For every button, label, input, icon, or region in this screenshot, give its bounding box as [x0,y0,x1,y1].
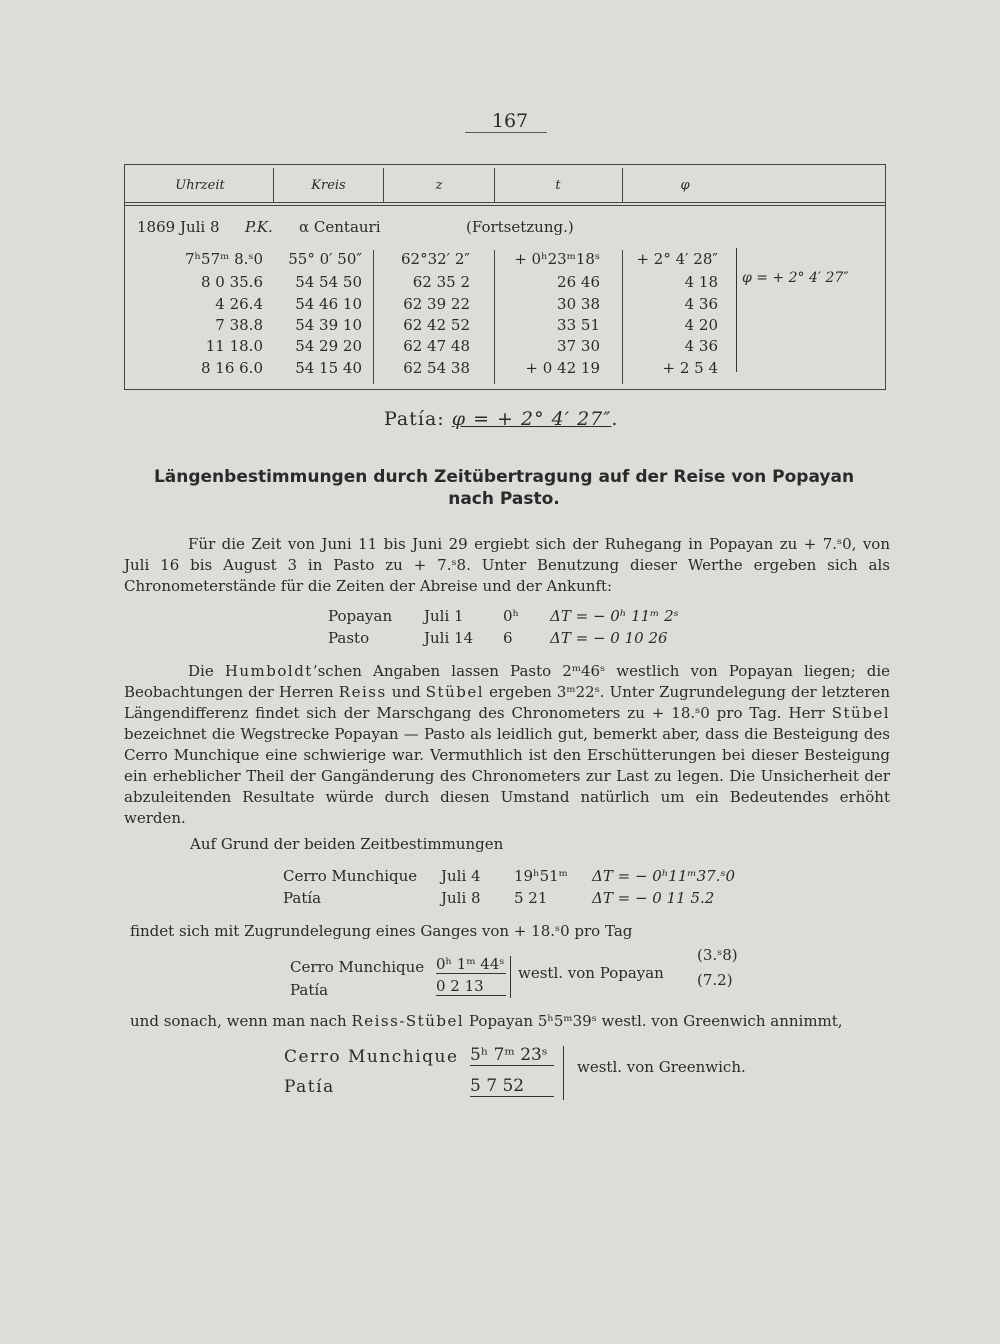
chrono2-value: ΔT = − 0ʰ11ᵐ37.ˢ0 [592,867,736,885]
text-run: bezeichnet die Wegstrecke Popayan — Pasto als leidlich gut, bemerkt aber, dass die Besteigung des Cerro Munchique eine schwierige war. Vermuthlich ist den Erschütterungen bei dieser Besteigung ein erheblicher Theil der Gangänderung des Chronometers zur Last zu legen. Die Unsicherheit der abzuleitenden Resultate würde durch diesen Umstand natürlich um ein Bedeutendes erhöht werden. [124,725,890,827]
diff1-brace [510,956,511,998]
table-header-z: z [435,178,443,193]
person-name: Humboldt [224,662,313,680]
section-heading: Längenbestimmungen durch Zeitübertragung auf der Reise von Popayan nach Pasto. [153,467,855,509]
final-label: westl. von Greenwich. [577,1058,746,1076]
chrono2-place: Patía [283,889,322,907]
chrono1-place: Popayan [328,607,393,625]
page-number-rule [465,132,547,133]
table-cell: 26 46 [557,273,600,291]
table-cell: 33 51 [557,316,600,334]
result-end: . [611,408,619,430]
table-cell: 54 46 10 [295,295,362,313]
diff1-label: westl. von Popayan [518,964,664,982]
table-cell: 54 29 20 [295,337,362,355]
chrono1-value: ΔT = − 0 10 26 [550,629,668,647]
table-cell: 54 15 40 [295,359,362,377]
text-run: und [386,683,426,701]
chrono2-place: Cerro Munchique [283,867,418,885]
paragraph-3: Auf Grund der beiden Zeitbestimmungen [190,835,504,853]
paragraph-1: Für die Zeit von Juni 11 bis Juni 29 ergiebt sich der Ruhegang in Popayan zu + 7.ˢ0, von Juli 16 bis August 3 in Pasto zu + 7.ˢ8. Unter Benutzung dieser Werthe ergeben sich als Chronometerstände für die Zeiten der Abreise und der Ankunft: [124,535,890,595]
table-col-divider [373,250,374,384]
table-cell: 8 0 35.6 [200,273,263,291]
text-run: Popayan 5ʰ5ᵐ39ˢ westl. von Greenwich annimmt, [464,1012,843,1030]
person-name: Reiss-Stübel [351,1012,465,1030]
text-run: ’schen Angaben lassen Pasto 2ᵐ46ˢ westlich von Popayan liegen; die Beobachtungen der Herren [124,662,890,701]
chrono1-date: Juli 1 [424,607,464,625]
table-col-divider [273,168,274,202]
diff1-paren: (3.ˢ8) [697,946,738,964]
table-caption-date: 1869 Juli 8 [137,218,220,236]
table-cell: 4 26.4 [215,295,263,313]
chrono2-date: Juli 4 [441,867,481,885]
table-cell: 7ʰ57ᵐ 8.ˢ0 [185,250,263,268]
final-value: 5 7 52 [470,1076,554,1097]
table-cell: + 0 42 19 [525,359,600,377]
table-col-divider [622,168,623,202]
table-cell: 4 20 [684,316,718,334]
text-run: Die [188,662,225,680]
chrono2-date: Juli 8 [441,889,481,907]
chrono2-time: 5 21 [514,889,548,907]
table-cell: 54 54 50 [295,273,362,291]
table-cell: 8 16 6.0 [200,359,263,377]
diff1-value: 0 2 13 [436,977,506,996]
table-caption-method: P.K. [245,218,273,236]
table-col-divider [622,250,623,384]
table-cell: 30 38 [557,295,600,313]
table-header-t: t [555,178,561,193]
table-col-divider [494,250,495,384]
table-cell: 7 38.8 [215,316,263,334]
table-mean-value: φ = + 2° 4′ 27″ [742,270,849,286]
table-cell: 62 54 38 [403,359,470,377]
table-cell: + 0ʰ23ᵐ18ˢ [514,250,600,268]
table-cell: 62°32′ 2″ [401,250,470,268]
table-caption-star: α Centauri [299,218,381,236]
table-header-rule-double [124,205,886,206]
table-cell: 37 30 [557,337,600,355]
table-cell: 62 35 2 [412,273,470,291]
diff1-place: Patía [290,981,329,999]
result-value: φ = + 2° 4′ 27″ [451,408,612,430]
result-label: Patía: [384,408,445,430]
table-brace [736,248,737,372]
table-cell: + 2° 4′ 28″ [636,250,718,268]
table-cell: 54 39 10 [295,316,362,334]
chrono1-date: Juli 14 [424,629,474,647]
person-name: Stübel [425,683,485,701]
chrono2-value: ΔT = − 0 11 5.2 [592,889,715,907]
chrono1-value: ΔT = − 0ʰ 11ᵐ 2ˢ [550,607,679,625]
paragraph-2 [124,661,890,829]
table-header-rule [124,202,886,203]
table-col-divider [383,168,384,202]
text-run: und sonach, wenn man nach [130,1012,352,1030]
final-place: Cerro Munchique [284,1047,459,1067]
final-value: 5ʰ 7ᵐ 23ˢ [470,1045,554,1066]
person-name: Reiss [338,683,387,701]
table-cell: 55° 0′ 50″ [288,250,362,268]
chrono1-place: Pasto [328,629,370,647]
table-caption-note: (Fortsetzung.) [466,218,574,236]
chrono2-time: 19ʰ51ᵐ [514,867,568,885]
table-col-divider [494,168,495,202]
latitude-result [384,408,618,430]
chrono1-time: 6 [503,629,513,647]
table-header-kreis: Kreis [311,178,346,193]
table-cell: 62 42 52 [403,316,470,334]
table-cell: 62 39 22 [403,295,470,313]
table-cell: 4 36 [684,295,718,313]
page-number: 167 [491,110,529,132]
paragraph-4: findet sich mit Zugrundelegung eines Ganges von + 18.ˢ0 pro Tag [130,922,633,940]
table-cell: 4 36 [684,337,718,355]
final-place: Patía [284,1077,335,1097]
table-cell: + 2 5 4 [662,359,718,377]
diff1-paren: (7.2) [697,971,733,989]
table-header-uhrzeit: Uhrzeit [175,178,225,193]
chrono1-time: 0ʰ [503,607,520,625]
text-run: ergeben 3ᵐ22ˢ. Unter Zugrundelegung der letzteren Längendifferenz findet sich der Marschgang des Chronometers zu + 18.ˢ0 pro Tag. Herr [124,683,890,722]
paragraph-5 [130,1012,843,1030]
table-cell: 4 18 [684,273,718,291]
table-header-phi: φ [680,178,690,193]
table-cell: 62 47 48 [403,337,470,355]
person-name: Stübel [831,704,890,722]
final-brace [563,1046,564,1100]
table-cell: 11 18.0 [205,337,263,355]
diff1-value: 0ʰ 1ᵐ 44ˢ [436,955,505,973]
diff1-place: Cerro Munchique [290,958,425,976]
